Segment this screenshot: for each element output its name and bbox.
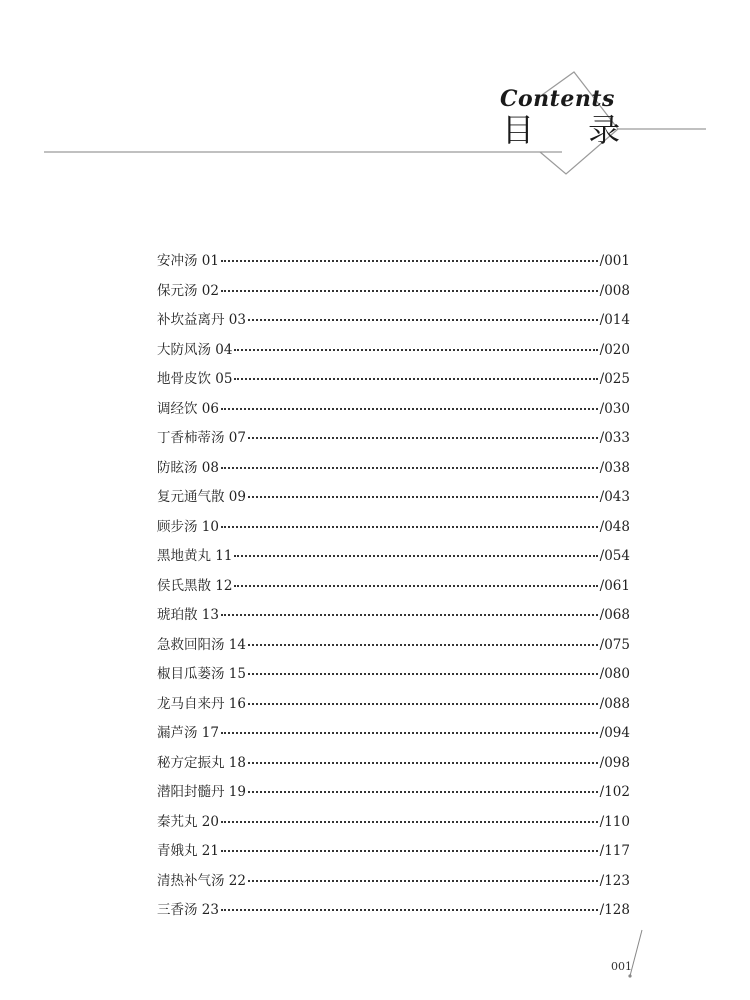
toc-entry[interactable] (157, 601, 630, 631)
toc-leader-dots (248, 643, 598, 646)
toc-entry-title: 保元汤 02 (157, 282, 219, 299)
toc-entry-page: /038 (599, 459, 630, 476)
toc-entry-title: 防眩汤 08 (157, 459, 219, 476)
toc-entry[interactable] (157, 719, 630, 749)
toc-entry-title: 椒目瓜蒌汤 15 (157, 666, 246, 682)
toc-leader-dots (234, 584, 597, 587)
toc-entry-title: 大防风汤 04 (157, 341, 233, 358)
toc-entry-title: 安冲汤 01 (157, 253, 219, 269)
toc-leader-dots (234, 377, 597, 380)
toc-entry-title: 秦艽丸 20 (157, 813, 219, 830)
header-decoration (0, 0, 750, 200)
toc-entry-page: /094 (599, 725, 630, 741)
toc-entry[interactable] (157, 778, 630, 808)
toc-entry-page: /110 (599, 813, 630, 830)
toc-leader-dots (248, 495, 598, 498)
contents-label: Contents (500, 86, 615, 112)
table-of-contents (157, 247, 630, 926)
toc-entry[interactable] (157, 454, 630, 484)
toc-entry-title: 青娥丸 21 (157, 843, 219, 859)
toc-entry-title: 补坎益离丹 03 (157, 312, 246, 328)
toc-leader-dots (248, 879, 598, 882)
toc-entry-title: 丁香柿蒂汤 07 (157, 430, 246, 446)
toc-entry-page: /033 (599, 430, 630, 446)
toc-leader-dots (221, 259, 598, 262)
toc-entry-page: /117 (599, 843, 630, 859)
toc-entry-page: /075 (599, 636, 630, 653)
toc-leader-dots (248, 790, 598, 793)
toc-entry-title: 漏芦汤 17 (157, 725, 219, 741)
toc-entry[interactable] (157, 542, 630, 572)
toc-leader-dots (221, 613, 598, 616)
toc-leader-dots (248, 436, 598, 439)
toc-entry-page: /048 (599, 518, 630, 535)
toc-entry[interactable] (157, 690, 630, 720)
toc-entry-title: 黑地黄丸 11 (157, 548, 233, 564)
toc-entry[interactable] (157, 395, 630, 425)
toc-entry-title: 龙马自来丹 16 (157, 695, 246, 712)
toc-entry-title: 三香汤 23 (157, 902, 219, 918)
toc-entry-title: 调经饮 06 (157, 400, 219, 417)
toc-entry-page: /098 (599, 754, 630, 771)
toc-entry-title: 顾步汤 10 (157, 518, 219, 535)
toc-leader-dots (221, 849, 598, 852)
page-title: 目 录 (502, 111, 643, 149)
toc-entry[interactable] (157, 306, 630, 336)
page-number: 001 (611, 960, 632, 973)
toc-entry[interactable] (157, 277, 630, 307)
toc-entry-page: /043 (599, 489, 630, 505)
toc-entry[interactable] (157, 483, 630, 513)
toc-leader-dots (221, 908, 598, 911)
toc-entry-page: /030 (599, 400, 630, 417)
toc-entry-page: /014 (599, 312, 630, 328)
toc-entry[interactable] (157, 749, 630, 779)
toc-entry[interactable] (157, 424, 630, 454)
toc-leader-dots (248, 702, 598, 705)
toc-leader-dots (221, 525, 598, 528)
toc-entry[interactable] (157, 808, 630, 838)
page-slash-decoration (622, 928, 652, 988)
toc-entry[interactable] (157, 896, 630, 926)
toc-entry-title: 琥珀散 13 (157, 607, 219, 623)
toc-entry[interactable] (157, 837, 630, 867)
toc-entry-page: /102 (599, 784, 630, 800)
toc-entry-page: /061 (599, 577, 630, 594)
toc-leader-dots (221, 289, 598, 292)
toc-entry[interactable] (157, 247, 630, 277)
toc-entry-page: /001 (599, 253, 630, 269)
toc-leader-dots (221, 820, 598, 823)
toc-leader-dots (248, 672, 598, 675)
toc-entry-page: /088 (599, 695, 630, 712)
toc-entry-page: /128 (599, 902, 630, 918)
toc-entry-title: 急救回阳汤 14 (157, 636, 246, 653)
toc-entry-page: /008 (599, 282, 630, 299)
toc-leader-dots (248, 761, 598, 764)
toc-leader-dots (221, 731, 598, 734)
toc-leader-dots (221, 466, 598, 469)
toc-entry-page: /068 (599, 607, 630, 623)
toc-entry-page: /123 (599, 872, 630, 889)
toc-entry[interactable] (157, 572, 630, 602)
toc-entry[interactable] (157, 660, 630, 690)
toc-leader-dots (234, 554, 597, 557)
toc-leader-dots (221, 407, 598, 410)
toc-entry[interactable] (157, 631, 630, 661)
toc-entry[interactable] (157, 365, 630, 395)
toc-entry-page: /054 (599, 548, 630, 564)
toc-entry-title: 潜阳封髓丹 19 (157, 784, 246, 800)
toc-entry[interactable] (157, 867, 630, 897)
toc-entry-page: /020 (599, 341, 630, 358)
toc-entry-page: /080 (599, 666, 630, 682)
toc-entry-title: 侯氏黑散 12 (157, 577, 233, 594)
toc-entry[interactable] (157, 336, 630, 366)
toc-entry-title: 复元通气散 09 (157, 489, 246, 505)
toc-leader-dots (248, 318, 598, 321)
toc-entry[interactable] (157, 513, 630, 543)
toc-entry-title: 地骨皮饮 05 (157, 371, 233, 387)
toc-leader-dots (234, 348, 597, 351)
toc-entry-title: 清热补气汤 22 (157, 872, 246, 889)
toc-entry-page: /025 (599, 371, 630, 387)
toc-entry-title: 秘方定振丸 18 (157, 754, 246, 771)
